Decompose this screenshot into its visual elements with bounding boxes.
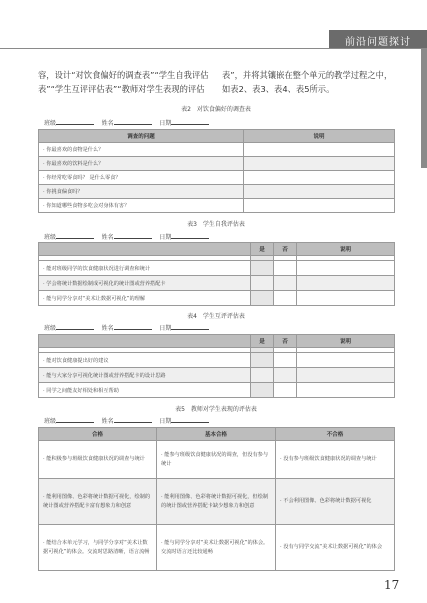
name-label: 姓名	[101, 325, 114, 332]
table2	[38, 129, 395, 213]
intro-right-column: 表”，并将其镶嵌在整个单元的教学过程之中，如表2、表3、表4、表5所示。	[222, 70, 393, 94]
yes-cell[interactable]	[251, 353, 274, 368]
note-cell[interactable]	[297, 291, 395, 306]
table4-header-item	[39, 335, 251, 348]
table-cell: · 能结合本单元学习，与同学分享对“美术让数据可视化”的体会。交流时思路清晰，语言流畅	[39, 525, 157, 571]
date-label: 日期	[159, 234, 172, 241]
yes-cell[interactable]	[251, 261, 274, 276]
no-cell[interactable]	[274, 291, 297, 306]
table-cell: · 能积极参与班级饮食健康状况的调查与统计	[39, 441, 157, 479]
class-label: 班级	[44, 120, 57, 127]
table4-header-yes: 是	[251, 335, 274, 348]
yes-cell[interactable]	[251, 368, 274, 383]
table2-header-question: 调查的问题	[39, 130, 244, 143]
table-row: · 能与大家分享可视化统计图或营养搭配卡的设计思路	[39, 368, 251, 383]
table4-header-no: 否	[274, 335, 297, 348]
table-cell: · 能利用图像、色彩将统计数据可视化，但绘制的统计图或营养搭配卡缺少想象力和创意	[157, 479, 276, 525]
table3-caption: 表3 学生自我评估表	[187, 221, 245, 228]
table-cell: · 能与同学分享对“美术让数据可视化”的体会。交流时语言还比较通畅	[157, 525, 276, 571]
table-cell: · 没有参与班级饮食健康状况的调查与统计	[276, 441, 395, 479]
note-cell[interactable]	[297, 368, 395, 383]
class-blank[interactable]	[56, 324, 94, 330]
table-row: · 同学之间能友好相处和相互帮助	[39, 383, 251, 398]
note-cell[interactable]	[244, 185, 395, 199]
table-row: · 你最喜欢的食物是什么？	[39, 143, 244, 157]
table-cell: · 没有与同学交流“美术让数据可视化”的体会	[276, 525, 395, 571]
name-blank[interactable]	[114, 119, 152, 125]
table5-header-basic-pass: 基本合格	[157, 428, 276, 441]
note-cell[interactable]	[297, 383, 395, 398]
section-title: 前沿问题探讨	[345, 37, 411, 48]
class-blank[interactable]	[56, 417, 94, 423]
table5-fill-line	[44, 416, 209, 425]
table-row: · 能对饮食健康提出好的建议	[39, 353, 251, 368]
table-row: · 你最喜欢的饮料是什么？	[39, 157, 244, 171]
intro-left-column: 容，设计“对饮食偏好的调查表”“学生自我评估表”“学生互评评估表”“教师对学生表现的评估	[38, 70, 209, 94]
date-blank[interactable]	[171, 233, 209, 239]
yes-cell[interactable]	[251, 276, 274, 291]
name-label: 姓名	[101, 418, 114, 425]
no-cell[interactable]	[274, 276, 297, 291]
table4	[38, 334, 395, 398]
side-stripe	[421, 48, 427, 168]
table2-caption: 表2 对饮食偏好的调查表	[181, 106, 251, 113]
table-cell: · 能利用图像、色彩将统计数据可视化，绘制的统计图或营养搭配卡富有想象力和创意	[39, 479, 157, 525]
note-cell[interactable]	[244, 157, 395, 171]
table5	[38, 427, 395, 571]
class-label: 班级	[44, 325, 57, 332]
header-rule	[0, 48, 427, 49]
no-cell[interactable]	[274, 368, 297, 383]
table-row: · 学会将统计数据绘制成可视化的统计图或营养搭配卡	[39, 276, 251, 291]
table-row: · 能对班级同学的饮食健康状况进行调查和统计	[39, 261, 251, 276]
name-blank[interactable]	[114, 417, 152, 423]
table4-header-note: 说明	[297, 335, 395, 348]
note-cell[interactable]	[297, 276, 395, 291]
date-blank[interactable]	[171, 324, 209, 330]
table4-fill-line	[44, 323, 209, 332]
page-number: 17	[384, 578, 400, 592]
class-blank[interactable]	[56, 119, 94, 125]
table-row: · 能与同学分享对“美术让数据可视化”的理解	[39, 291, 251, 306]
table4-caption: 表4 学生互评评估表	[187, 313, 245, 320]
date-label: 日期	[159, 325, 172, 332]
class-label: 班级	[44, 418, 57, 425]
table-cell: · 能参与班级饮食健康状况的调查，但没有参与统计	[157, 441, 276, 479]
name-label: 姓名	[101, 234, 114, 241]
date-blank[interactable]	[171, 417, 209, 423]
table3	[38, 242, 395, 306]
yes-cell[interactable]	[251, 291, 274, 306]
table3-header-item	[39, 243, 251, 256]
table3-header-note: 说明	[297, 243, 395, 256]
class-blank[interactable]	[56, 233, 94, 239]
name-label: 姓名	[101, 120, 114, 127]
table2-header-note: 说明	[244, 130, 395, 143]
table2-fill-line	[44, 118, 209, 127]
table5-caption: 表5 教师对学生表现的评估表	[175, 406, 257, 413]
date-blank[interactable]	[171, 119, 209, 125]
table5-header-pass: 合格	[39, 428, 157, 441]
table-cell: · 不会利用图像、色彩将统计数据可视化	[276, 479, 395, 525]
name-blank[interactable]	[114, 324, 152, 330]
name-blank[interactable]	[114, 233, 152, 239]
date-label: 日期	[159, 418, 172, 425]
table3-fill-line	[44, 232, 209, 241]
no-cell[interactable]	[274, 353, 297, 368]
table3-header-no: 否	[274, 243, 297, 256]
table-row: · 你知道哪些食物多吃会对身体有害？	[39, 199, 244, 213]
date-label: 日期	[159, 120, 172, 127]
class-label: 班级	[44, 234, 57, 241]
yes-cell[interactable]	[251, 383, 274, 398]
note-cell[interactable]	[297, 353, 395, 368]
note-cell[interactable]	[244, 199, 395, 213]
table3-header-yes: 是	[251, 243, 274, 256]
table-row: · 你挑食偏食吗？	[39, 185, 244, 199]
table5-header-fail: 不合格	[276, 428, 395, 441]
table-row: · 你经常吃零食吗？ 是什么零食？	[39, 171, 244, 185]
no-cell[interactable]	[274, 261, 297, 276]
note-cell[interactable]	[244, 171, 395, 185]
note-cell[interactable]	[244, 143, 395, 157]
note-cell[interactable]	[297, 261, 395, 276]
no-cell[interactable]	[274, 383, 297, 398]
